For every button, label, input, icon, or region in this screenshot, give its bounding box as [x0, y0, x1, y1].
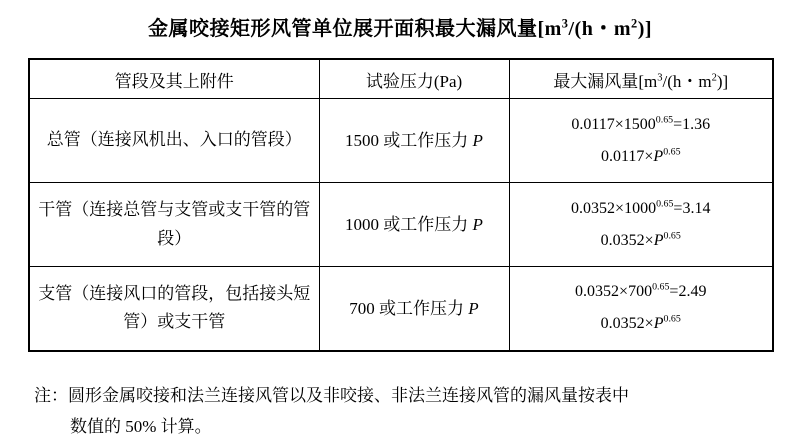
header-leakage-sup1: 3 [657, 71, 663, 83]
cell-formula [509, 99, 773, 183]
formula-general-exp: 0.65 [663, 146, 681, 158]
note-line-1: 注：圆形金属咬接和法兰连接风管以及非咬接、非法兰连接风管的漏风量按表中 [34, 386, 629, 405]
formula-numeric-b: =1.36 [673, 115, 711, 133]
cell-pressure-text: 1500 或工作压力 [345, 130, 473, 150]
formula-numeric [510, 109, 773, 141]
leakage-table [28, 58, 774, 352]
cell-pressure-symbol: P [468, 298, 479, 318]
cell-pressure-text: 1000 或工作压力 [345, 214, 473, 234]
formula-general-symbol: P [653, 231, 664, 249]
header-segment: 管段及其上附件 [29, 59, 319, 99]
title-text: 金属咬接矩形风管单位展开面积最大漏风量 [147, 18, 538, 40]
cell-segment: 干管（连接总管与支管或支干管的管段） [29, 183, 319, 267]
cell-pressure [319, 267, 509, 351]
formula-numeric-b: =2.49 [669, 283, 707, 301]
formula-numeric-a: 0.0117×1500 [571, 115, 656, 133]
cell-pressure-text: 700 或工作压力 [349, 298, 469, 318]
page-title [0, 12, 800, 41]
header-pressure: 试验压力(Pa) [319, 59, 509, 99]
cell-pressure-symbol: P [472, 214, 483, 234]
table-note [34, 380, 764, 443]
formula-general [510, 308, 773, 340]
formula-numeric-a: 0.0352×700 [575, 283, 653, 301]
formula-general-a: 0.0117× [600, 147, 654, 165]
formula-general-exp: 0.65 [663, 230, 681, 242]
title-unit [537, 18, 652, 40]
formula-general-a: 0.0352× [600, 231, 654, 249]
formula-general-symbol: P [653, 147, 664, 165]
title-unit-sup2: 2 [631, 16, 638, 31]
cell-formula [509, 267, 773, 351]
formula-numeric-exp: 0.65 [652, 281, 670, 293]
formula-general-a: 0.0352× [600, 315, 654, 333]
header-leakage-unit-prefix: [m [638, 71, 658, 91]
title-unit-suffix: )] [637, 18, 653, 40]
table-row [29, 99, 773, 183]
cell-formula [509, 183, 773, 267]
table-header-row [29, 59, 773, 99]
header-leakage [509, 59, 773, 99]
title-unit-mid: /(h・m [568, 18, 631, 40]
formula-numeric-b: =3.14 [673, 199, 711, 217]
cell-pressure-symbol: P [472, 130, 483, 150]
header-leakage-text: 最大漏风量 [553, 71, 639, 91]
formula-numeric-exp: 0.65 [656, 198, 674, 210]
cell-segment: 总管（连接风机出、入口的管段） [29, 99, 319, 183]
title-unit-prefix: [m [537, 18, 562, 40]
formula-numeric [510, 276, 773, 308]
formula-general-symbol: P [653, 315, 664, 333]
header-leakage-unit-mid: /(h・m [662, 71, 712, 91]
title-unit-sup1: 3 [561, 16, 569, 31]
cell-pressure [319, 99, 509, 183]
header-leakage-sup2: 2 [711, 71, 717, 83]
formula-general [510, 141, 773, 173]
cell-segment: 支管（连接风口的管段，包括接头短管）或支干管 [29, 267, 319, 351]
formula-general-exp: 0.65 [663, 313, 681, 325]
formula-numeric [510, 193, 773, 225]
formula-numeric-a: 0.0352×1000 [571, 199, 657, 217]
cell-pressure [319, 183, 509, 267]
formula-general [510, 225, 773, 257]
table-row [29, 183, 773, 267]
formula-numeric-exp: 0.65 [655, 114, 674, 126]
note-line-2: 数值的 50% 计算。 [70, 417, 212, 437]
table-row [29, 267, 773, 351]
header-leakage-suffix: )] [716, 71, 729, 91]
